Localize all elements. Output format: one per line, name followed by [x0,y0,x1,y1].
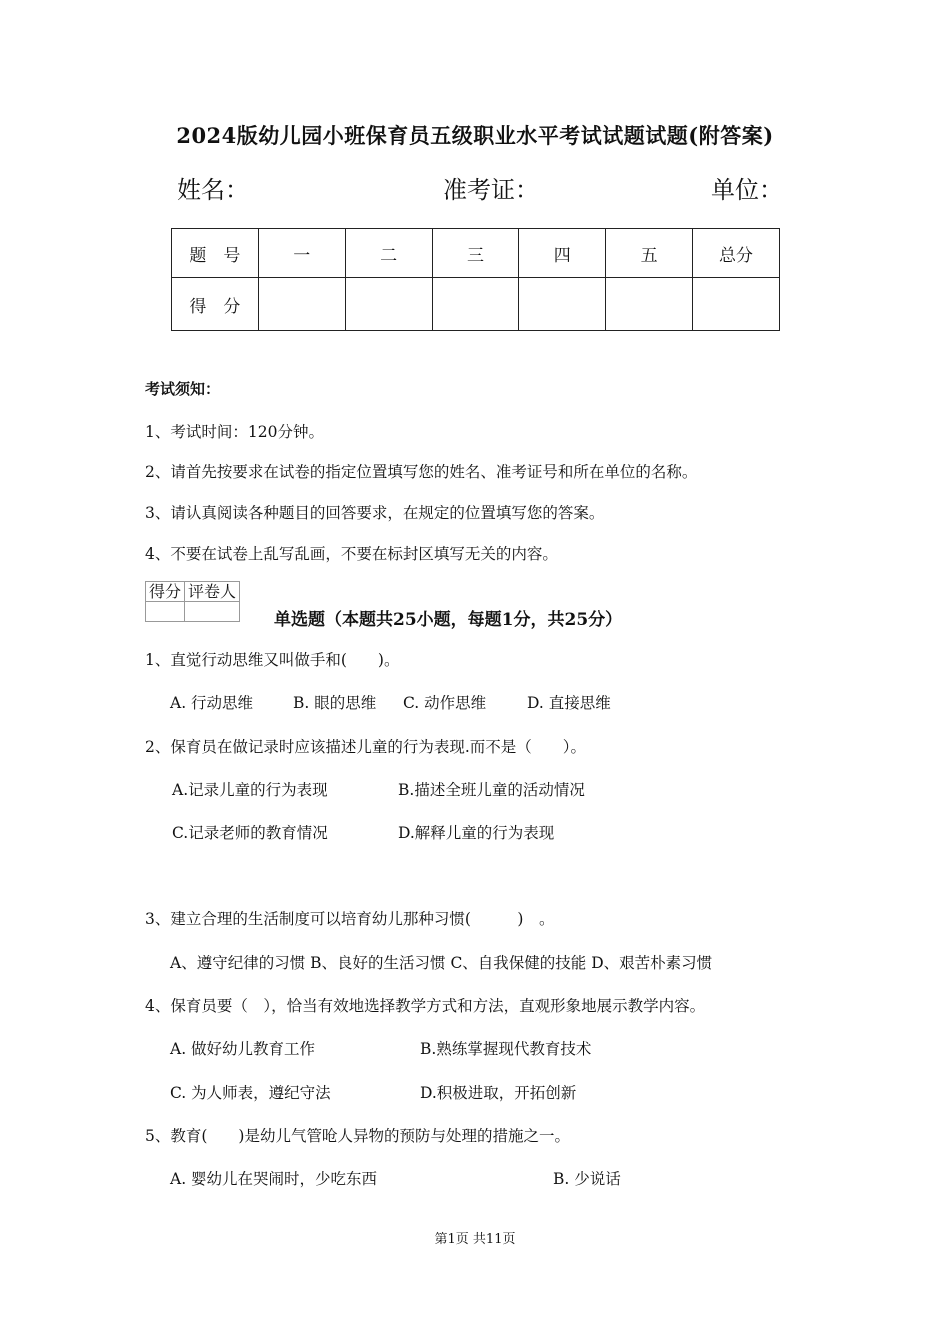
notice-item: 3、请认真阅读各种题目的回答要求，在规定的位置填写您的答案。 [145,504,605,522]
score-cell[interactable] [432,278,519,331]
exam-id-field-label: 准考证： [443,176,539,204]
score-cell[interactable] [258,278,345,331]
score-table-header-cell: 四 [519,229,606,278]
score-cell[interactable] [519,278,606,331]
question-stem: 1、直觉行动思维又叫做手和( )。 [145,651,400,669]
score-cell[interactable] [693,278,780,331]
score-cell[interactable] [606,278,693,331]
notice-item: 4、不要在试卷上乱写乱画，不要在标封区填写无关的内容。 [145,545,558,563]
question-option[interactable]: D.解释儿童的行为表现 [398,824,555,842]
name-field-label: 姓名： [177,176,249,204]
question-stem: 3、建立合理的生活制度可以培育幼儿那种习惯( ) 。 [145,910,555,928]
score-row-label: 得 分 [172,278,259,331]
score-table-header-cell: 五 [606,229,693,278]
question-option[interactable]: B.熟练掌握现代教育技术 [420,1040,592,1058]
question-option[interactable]: C. 动作思维 [403,694,487,712]
question-stem: 2、保育员在做记录时应该描述儿童的行为表现.而不是（ ）。 [145,738,587,756]
score-table-header-cell: 题 号 [172,229,259,278]
unit-field-label: 单位： [711,176,783,204]
page-footer: 第1页 共11页 [434,1232,516,1247]
question-option[interactable]: A、遵守纪律的习惯 B、良好的生活习惯 C、自我保健的技能 D、艰苦朴素习惯 [170,954,713,972]
score-table-header-cell: 二 [345,229,432,278]
question-option[interactable]: C.记录老师的教育情况 [172,824,328,842]
question-option[interactable]: C. 为人师表，遵纪守法 [170,1084,331,1102]
question-option[interactable]: D. 直接思维 [527,694,611,712]
section-title: 单选题（本题共25小题，每题1分，共25分） [274,610,623,630]
question-option[interactable]: A.记录儿童的行为表现 [172,781,328,799]
grader-name-label: 评卷人 [185,582,240,602]
notice-item: 2、请首先按要求在试卷的指定位置填写您的姓名、准考证号和所在单位的名称。 [145,463,698,481]
score-table-header-row [172,229,780,278]
notice-heading: 考试须知： [145,380,221,398]
question-option[interactable]: D.积极进取，开拓创新 [420,1084,577,1102]
score-cell[interactable] [345,278,432,331]
question-option[interactable]: A. 行动思维 [170,694,254,712]
question-option[interactable]: B. 少说话 [553,1170,621,1188]
grader-score-label: 得分 [146,582,185,602]
score-table [171,228,780,331]
score-table-header-cell: 三 [432,229,519,278]
score-table-header-cell: 一 [258,229,345,278]
score-table-score-row [172,278,780,331]
grader-score-cell[interactable] [146,602,185,622]
question-option[interactable]: A. 婴幼儿在哭闹时，少吃东西 [170,1170,378,1188]
question-option[interactable]: A. 做好幼儿教育工作 [170,1040,316,1058]
question-option[interactable]: B. 眼的思维 [293,694,377,712]
score-table-header-cell: 总分 [693,229,780,278]
notice-item: 1、考试时间：120分钟。 [145,423,324,441]
question-stem: 5、教育( )是幼儿气管呛人异物的预防与处理的措施之一。 [145,1127,570,1145]
question-stem: 4、保育员要（ ），恰当有效地选择教学方式和方法，直观形象地展示教学内容。 [145,997,706,1015]
grader-box [145,581,240,622]
grader-name-cell[interactable] [185,602,240,622]
exam-title: 2024版幼儿园小班保育员五级职业水平考试试题试题(附答案) [176,123,774,148]
question-option[interactable]: B.描述全班儿童的活动情况 [398,781,585,799]
